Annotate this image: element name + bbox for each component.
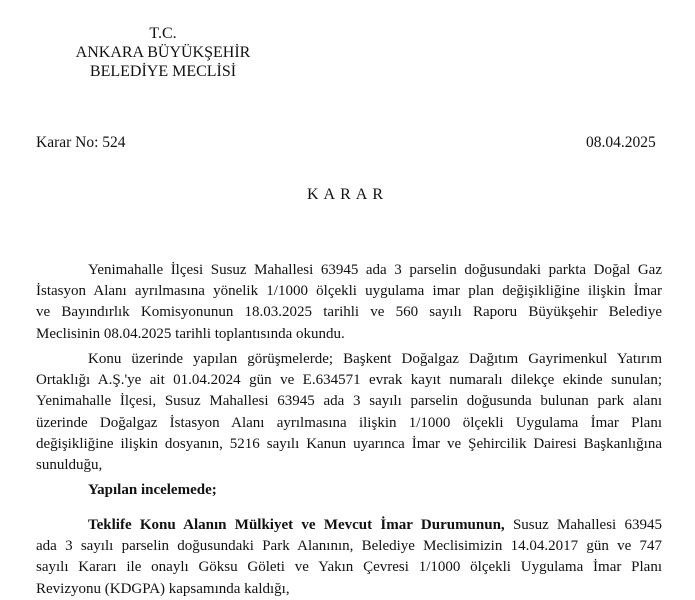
header-line-ankara: ANKARA BÜYÜKŞEHİR (75, 44, 251, 61)
paragraph-2-line: üzerinde Doğalgaz İstasyon Alanı ayrılmasına ilişkin 1/1000 ölçekli Uygulama İmar Planı (36, 414, 662, 431)
section-heading-inceleme: Yapılan incelemede; (88, 482, 217, 498)
paragraph-4-line: sayılı Kararı ile onaylı Göksu Göleti ve Yakın Çevresi 1/1000 ölçekli Uygulama İmar Planı (36, 559, 662, 576)
institution-header (40, 24, 286, 81)
paragraph-4-line: Revizyonu (KDGPA) kapsamında kaldığı, (36, 580, 290, 597)
paragraph-2-line: Konu üzerinde yapılan görüşmelerde; Başkent Doğalgaz Dağıtım Gayrimenkul Yatırım (88, 351, 662, 367)
paragraph-2-line: Yenimahalle İlçesi, Susuz Mahallesi 63945 ada 3 sayılı parselin doğusunda bulunan park alanı (36, 393, 662, 410)
paragraph-1-line: ve Bayındırlık Komisyonunun 18.03.2025 tarihli ve 560 sayılı Raporu Büyükşehir Belediye (36, 304, 662, 321)
paragraph-4-line: ada 3 sayılı parselin doğusundaki Park Alanının, Belediye Meclisimizin 14.04.2017 gün ve 747 (36, 538, 662, 555)
decision-date: 08.04.2025 (586, 134, 656, 151)
paragraph-4-line (36, 515, 662, 536)
paragraph-2-line: sunulduğu, (36, 457, 103, 474)
paragraph-2-line: değişikliğine ilişkin dosyanın, 5216 sayılı Kanun uyarınca İmar ve Şehircilik Dairesi Başkanlığına (36, 435, 662, 452)
paragraph-4 (36, 515, 662, 600)
decision-number: Karar No: 524 (36, 134, 126, 151)
paragraph-2-line: Ortaklığı A.Ş.'ye ait 01.04.2024 gün ve E.634571 evrak kayıt numaralı dilekçe ekinde sunulan; (36, 372, 662, 389)
paragraph-3 (36, 480, 662, 501)
header-line-tc: T.C. (149, 25, 177, 42)
header-line-meclis: BELEDİYE MECLİSİ (89, 63, 237, 80)
document-title: KARAR (306, 186, 388, 203)
paragraph-1-line: İstasyon Alanı ayrılmasına yönelik 1/1000 ölçekli uygulama imar plan değişikliğine ilişkin İmar (36, 283, 662, 300)
paragraph-2 (36, 349, 662, 476)
paragraph-1-line: Yenimahalle İlçesi Susuz Mahallesi 63945 ada 3 parselin doğusundaki parkta Doğal Gaz (88, 262, 662, 278)
paragraph-4-line1-rest: Susuz Mahallesi 63945 (504, 517, 662, 533)
paragraph-1-line: Meclisinin 08.04.2025 tarihli toplantısında okundu. (36, 325, 345, 342)
paragraph-1 (36, 260, 662, 345)
ownership-heading: Teklife Konu Alanın Mülkiyet ve Mevcut İmar Durumunun, (88, 517, 505, 533)
